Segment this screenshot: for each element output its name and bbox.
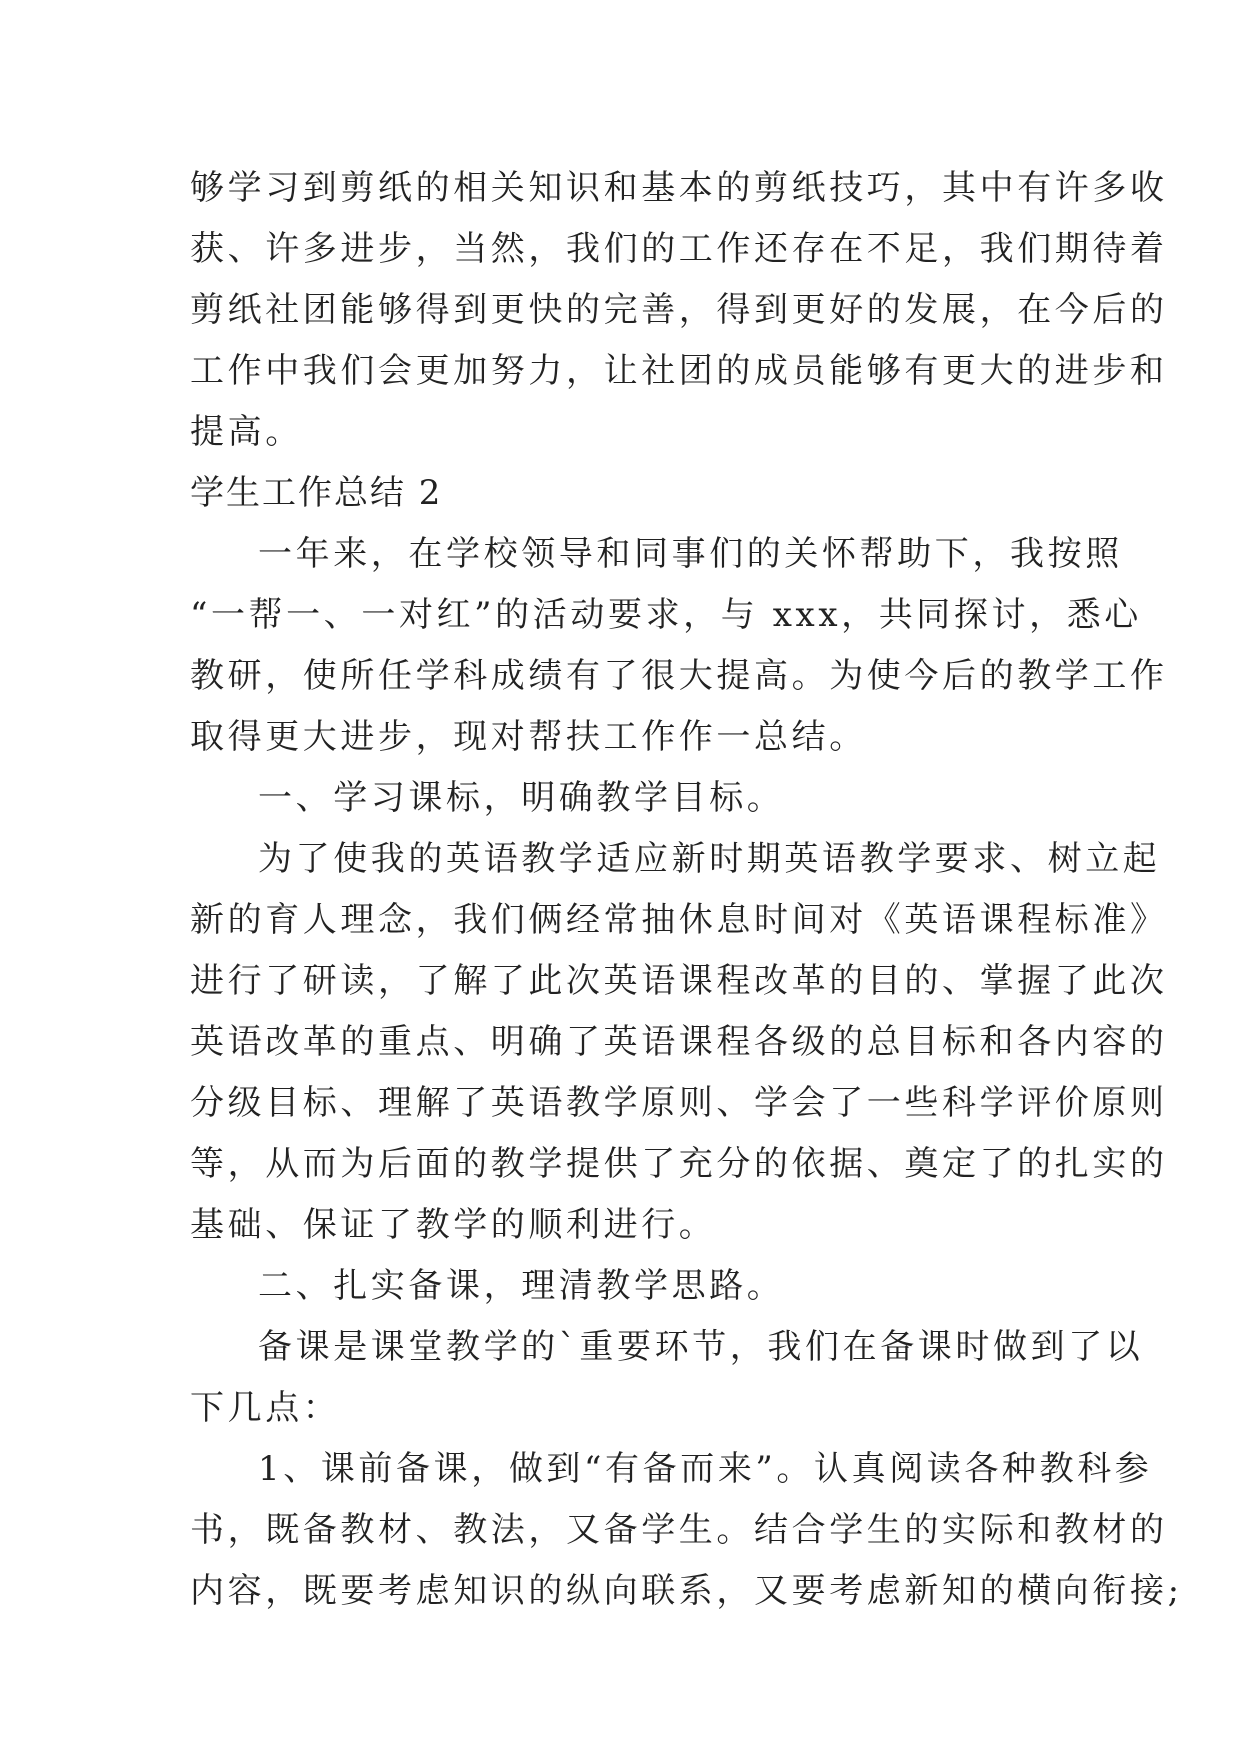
text-line: 取得更大进步，现对帮扶工作作一总结。	[190, 717, 867, 757]
text-line: “一帮一、一对红”的活动要求，与 xxx，共同探讨，悉心	[190, 595, 1142, 635]
text-line: 工作中我们会更加努力，让社团的成员能够有更大的进步和	[190, 351, 1168, 391]
section-heading: 学生工作总结 2	[190, 473, 443, 513]
text-line: 获、许多进步，当然，我们的工作还存在不足，我们期待着	[190, 229, 1168, 269]
text-line: 分级目标、理解了英语教学原则、学会了一些科学评价原则	[190, 1083, 1168, 1123]
text-line: 进行了研读，了解了此次英语课程改革的目的、掌握了此次	[190, 961, 1168, 1001]
subheading-line: 一、学习课标，明确教学目标。	[258, 778, 785, 818]
text-line: 等，从而为后面的教学提供了充分的依据、奠定了的扎实的	[190, 1144, 1168, 1184]
subheading-line: 二、扎实备课，理清教学思路。	[258, 1266, 785, 1306]
text-line: 内容，既要考虑知识的纵向联系，又要考虑新知的横向衔接;	[190, 1571, 1183, 1611]
text-line: 剪纸社团能够得到更快的完善，得到更好的发展，在今后的	[190, 290, 1168, 330]
text-line: 提高。	[190, 412, 303, 452]
text-line: 书，既备教材、教法，又备学生。结合学生的实际和教材的	[190, 1510, 1168, 1550]
text-line: 下几点：	[190, 1388, 341, 1428]
text-line: 为了使我的英语教学适应新时期英语教学要求、树立起	[258, 839, 1161, 879]
text-line: 基础、保证了教学的顺利进行。	[190, 1205, 717, 1245]
text-line: 新的育人理念，我们俩经常抽休息时间对《英语课程标准》	[190, 900, 1168, 940]
text-line: 1、课前备课，做到“有备而来”。认真阅读各种教科参	[258, 1449, 1153, 1489]
text-line: 备课是课堂教学的`重要环节，我们在备课时做到了以	[258, 1327, 1144, 1367]
document-body	[190, 158, 1183, 1622]
text-line: 一年来，在学校领导和同事们的关怀帮助下，我按照	[258, 534, 1123, 574]
text-line: 教研，使所任学科成绩有了很大提高。为使今后的教学工作	[190, 656, 1168, 696]
text-line: 够学习到剪纸的相关知识和基本的剪纸技巧，其中有许多收	[190, 168, 1168, 208]
text-line: 英语改革的重点、明确了英语课程各级的总目标和各内容的	[190, 1022, 1168, 1062]
